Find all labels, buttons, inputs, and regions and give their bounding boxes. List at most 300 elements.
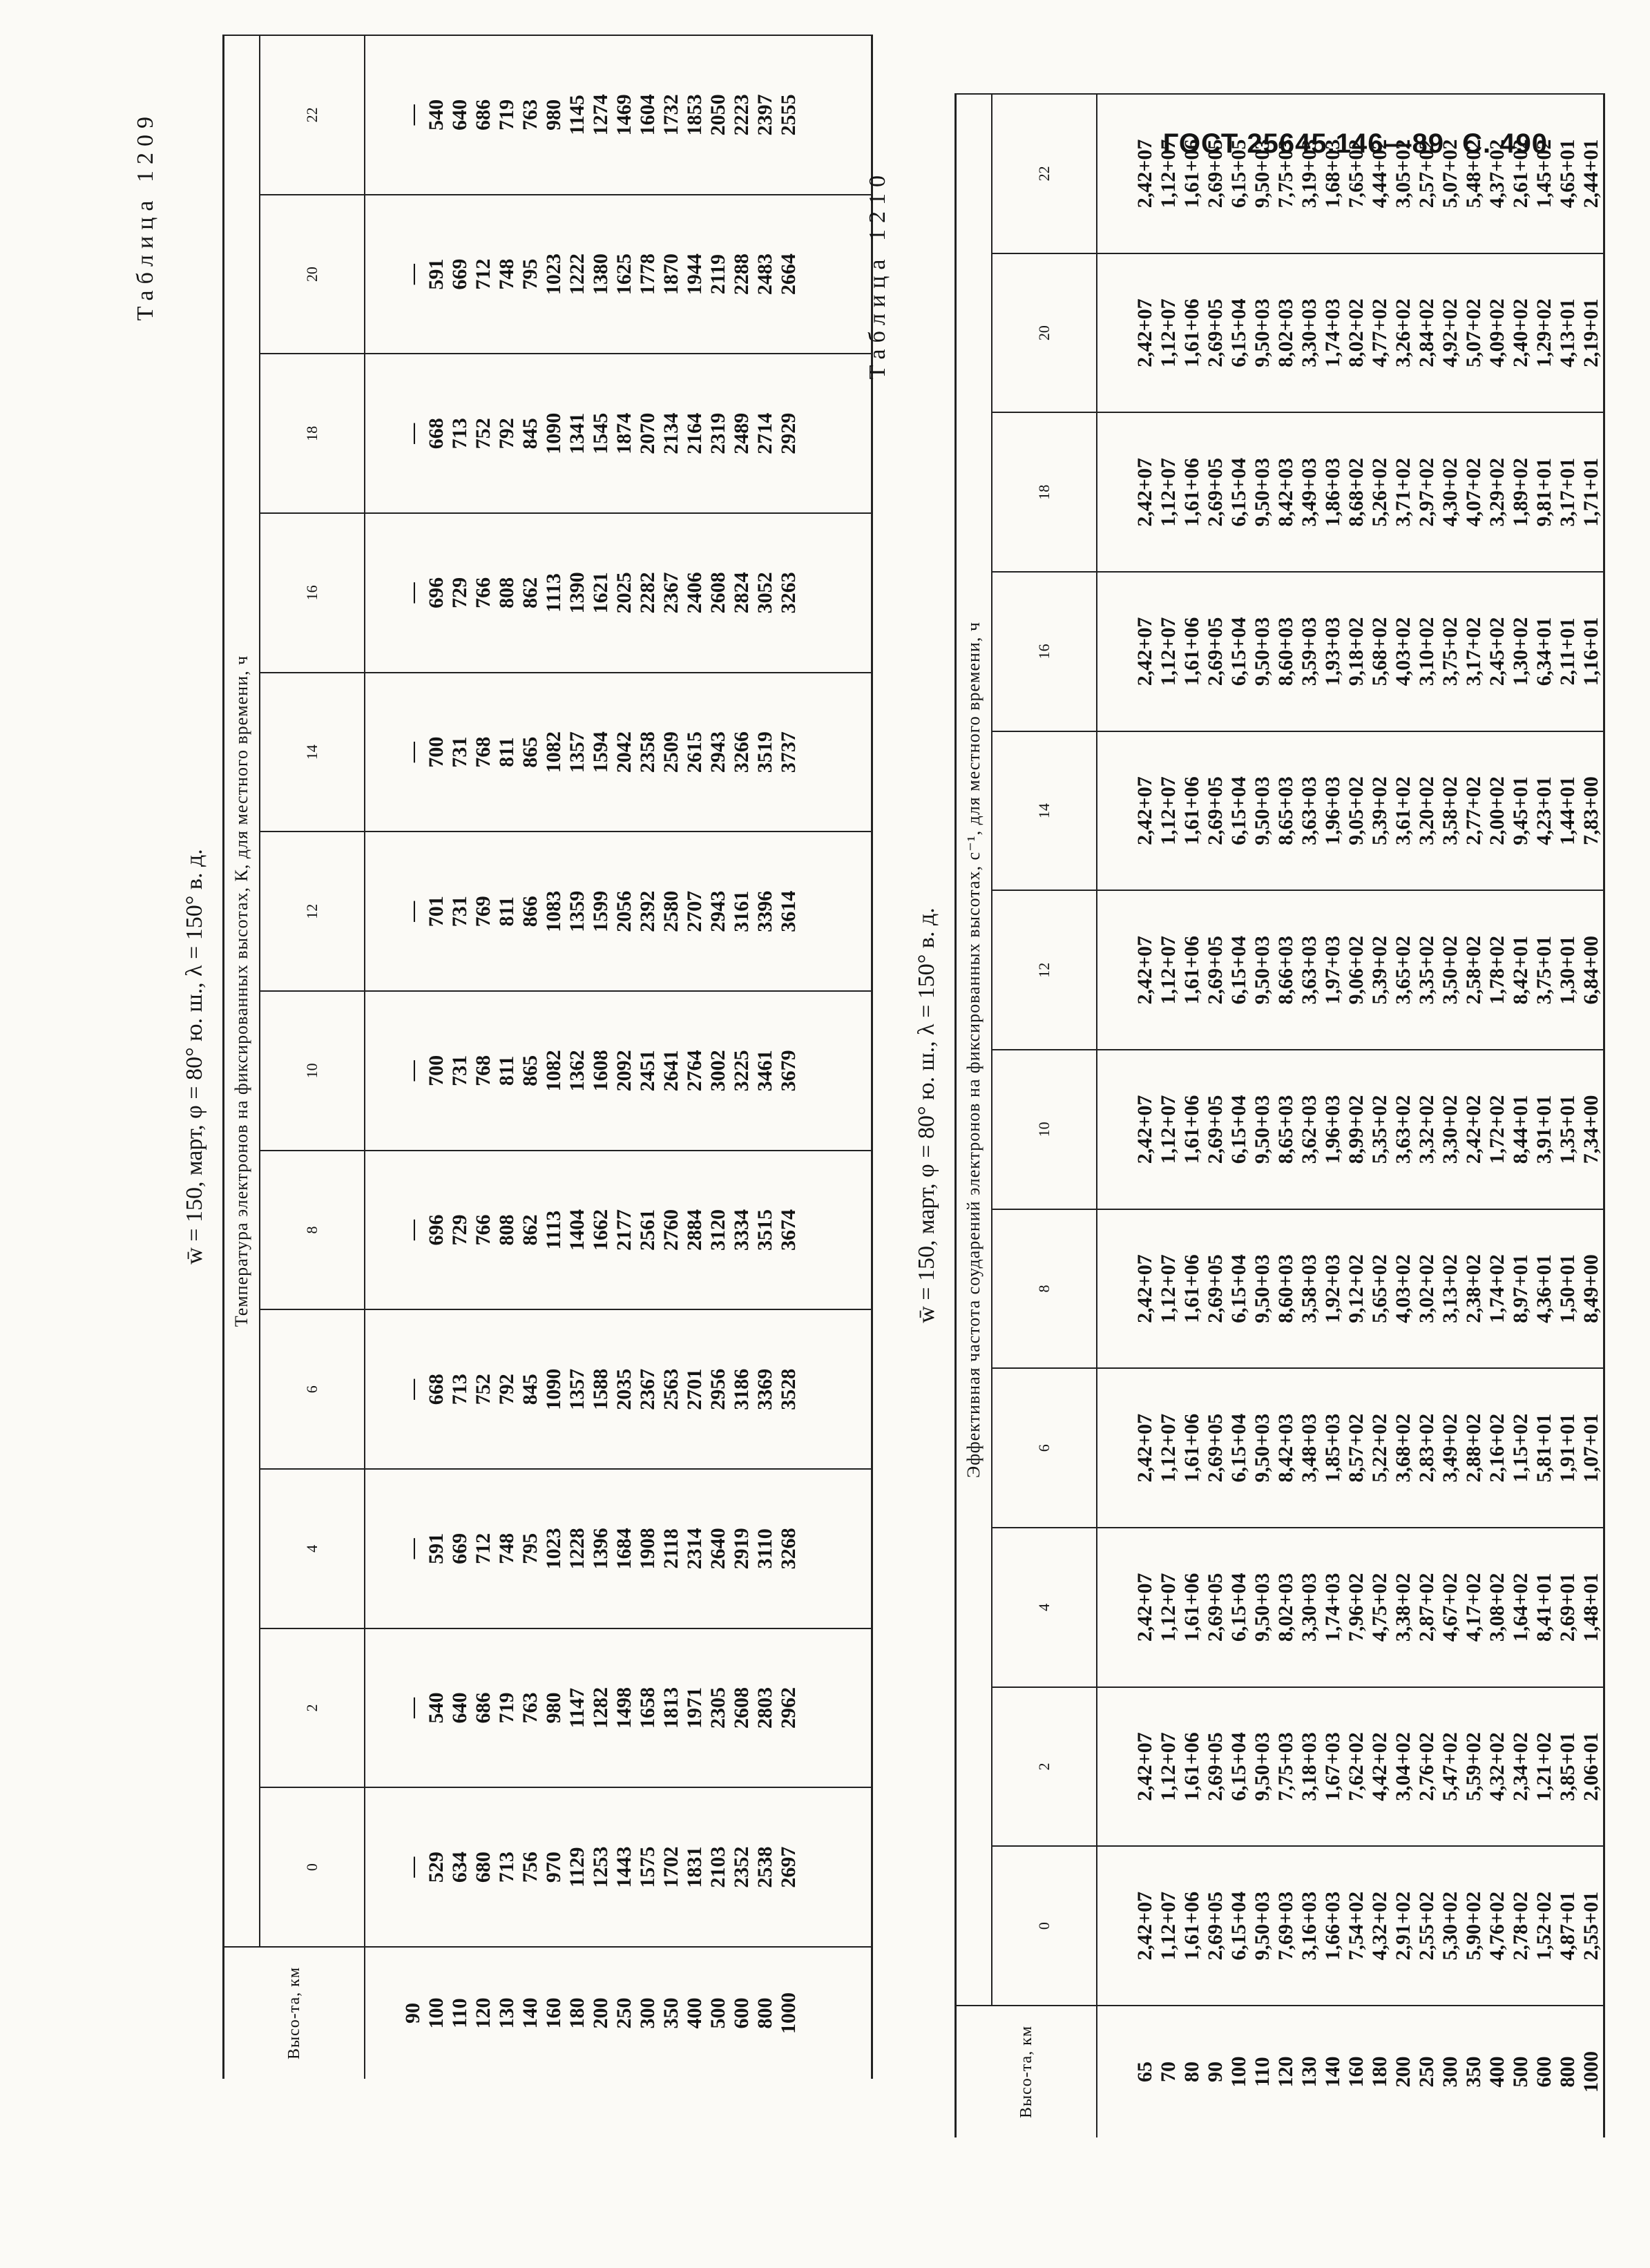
height-value: 130 (1298, 2056, 1321, 2088)
table-cell: 1,12+07 (1157, 1891, 1180, 1961)
table-cell: 1082 (542, 731, 565, 773)
table-cell: 2760 (660, 1209, 682, 1251)
table-cell: 3737 (777, 731, 800, 773)
table-cell: 729 (448, 1214, 471, 1246)
table-cell: 811 (495, 737, 518, 767)
table-cell: 1,12+07 (1157, 1573, 1180, 1642)
table-cell: 2,55+02 (1415, 1891, 1438, 1961)
table-cell: 2919 (730, 1528, 753, 1570)
hour-header: 10 (992, 1050, 1097, 1209)
height-value: 140 (519, 1997, 541, 2029)
table-cell: 3,48+03 (1298, 1413, 1321, 1483)
table-cell: 2803 (754, 1687, 776, 1729)
table-cell: 3120 (707, 1209, 729, 1251)
table-cell: 862 (519, 1214, 541, 1246)
table-cell: 5,30+02 (1439, 1891, 1461, 1961)
height-value: 300 (1439, 2056, 1461, 2088)
table-cell: 865 (519, 1055, 541, 1086)
table-cell: 2,76+02 (1415, 1732, 1438, 1801)
table-cell: 2943 (707, 890, 729, 932)
table-cell: 9,81+01 (1533, 457, 1555, 527)
table-cell: 4,13+01 (1556, 298, 1579, 367)
table-cell: 4,77+02 (1368, 298, 1391, 367)
table-cell: 4,76+02 (1486, 1891, 1508, 1961)
table-cell: 2,69+05 (1204, 1095, 1227, 1164)
table-cell: 2,69+05 (1204, 1254, 1227, 1323)
table-cell: 2884 (683, 1209, 706, 1251)
table-cell: 8,60+03 (1274, 617, 1297, 686)
table-cell: 7,69+03 (1274, 1891, 1297, 1961)
table-cell: 8,42+03 (1274, 1413, 1297, 1483)
hour-header: 0 (260, 1787, 365, 1947)
table-cell: 8,68+02 (1345, 457, 1368, 527)
table-cell: 2319 (707, 412, 729, 454)
table-cell: 719 (495, 1692, 518, 1724)
table-cell: 2489 (730, 412, 753, 454)
table-cell: 1082 (542, 1050, 565, 1092)
table-cell: 2,42+07 (1133, 1413, 1156, 1483)
table-cell: 8,65+03 (1274, 1095, 1297, 1164)
table-cell: 8,41+01 (1533, 1573, 1555, 1642)
table-cell: 1469 (613, 94, 635, 136)
table-cell: 686 (472, 1692, 495, 1724)
table-cell: 1,64+02 (1509, 1573, 1532, 1642)
table-cell: 2707 (683, 890, 706, 932)
table-cell: 1831 (683, 1846, 706, 1888)
table-cell: 591 (425, 258, 448, 290)
table-cell: 2,69+05 (1204, 139, 1227, 209)
table-cell: 3,91+01 (1533, 1095, 1555, 1164)
table-cell: 6,15+04 (1227, 1732, 1250, 1801)
table-cell: 9,50+03 (1251, 1095, 1274, 1164)
table-cell: 713 (448, 1374, 471, 1405)
table-cell: 1,61+06 (1180, 457, 1203, 527)
table-cell: 2164 (683, 412, 706, 454)
table-cell: 2615 (683, 731, 706, 773)
table-cell: 1404 (566, 1209, 588, 1251)
table-cell: 811 (495, 1055, 518, 1086)
table-cell: 8,02+03 (1274, 1573, 1297, 1642)
table-cell: 1,12+07 (1157, 1095, 1180, 1164)
table-cell: 2035 (613, 1368, 635, 1410)
height-value: 600 (730, 1997, 753, 2029)
hour-column (365, 354, 872, 513)
hour-header: 6 (992, 1368, 1097, 1528)
standard-number: ГОСТ 25645.146—89 (1162, 128, 1445, 159)
table-cell: 2,61+02 (1509, 139, 1532, 209)
hour-header: 12 (992, 890, 1097, 1050)
table-cell: 1357 (566, 731, 588, 773)
table-cell: 2,42+07 (1133, 457, 1156, 527)
table-cell: 9,18+02 (1345, 617, 1368, 686)
height-value: 65 (1133, 2062, 1156, 2082)
height-column-header: Высо-та, км (224, 1947, 365, 2079)
height-value: 200 (589, 1997, 612, 2029)
hour-column (1097, 94, 1604, 253)
table-cell: 768 (472, 1055, 495, 1086)
table-cell: 3,29+02 (1486, 457, 1508, 527)
hour-column (1097, 1846, 1604, 2006)
table-cell: 6,15+04 (1227, 457, 1250, 527)
table-cell: 700 (425, 1055, 448, 1086)
hour-column (365, 832, 872, 991)
hour-header: 16 (992, 572, 1097, 731)
table-cell: 1,71+01 (1580, 457, 1602, 527)
height-value: 1000 (777, 1992, 800, 2034)
table-cell: 2,97+02 (1415, 457, 1438, 527)
table-cell: 769 (472, 896, 495, 928)
table-cell: 3,19+03 (1298, 139, 1321, 209)
table-cell: — (401, 1538, 424, 1559)
table-cell: 1,61+06 (1180, 1413, 1203, 1483)
table-cell: 9,06+02 (1345, 935, 1368, 1005)
hour-column (1097, 572, 1604, 731)
table-cell: 3,65+02 (1392, 935, 1414, 1005)
table-cell: 3,32+02 (1415, 1095, 1438, 1164)
table-cell: 1,61+06 (1180, 935, 1203, 1005)
table-cell: 3,61+02 (1392, 776, 1414, 845)
table-cell: 1,97+03 (1321, 935, 1344, 1005)
table-cell: 3,63+03 (1298, 776, 1321, 845)
table-cell: 529 (425, 1852, 448, 1883)
table-cell: — (401, 1856, 424, 1878)
table-cell: 2,11+01 (1556, 617, 1579, 686)
height-value: 70 (1157, 2062, 1180, 2082)
table-cell: 2,88+02 (1462, 1413, 1485, 1483)
table-cell: 5,26+02 (1368, 457, 1391, 527)
height-value: 500 (707, 1997, 729, 2029)
table-cell: 1684 (613, 1528, 635, 1570)
table-cell: 713 (495, 1852, 518, 1883)
hour-column (1097, 731, 1604, 891)
table-cell: 1253 (589, 1846, 612, 1888)
table-cell: — (401, 264, 424, 285)
table-cell: 1023 (542, 1528, 565, 1570)
table-cell: 970 (542, 1852, 565, 1883)
table-cell: 1,35+01 (1556, 1095, 1579, 1164)
table-cell: 2,69+05 (1204, 1732, 1227, 1801)
table-cell: 9,50+03 (1251, 1732, 1274, 1801)
table-cell: 1778 (636, 253, 659, 296)
height-column (1097, 2006, 1604, 2137)
table-cell: — (401, 582, 424, 604)
table-cell: 3225 (730, 1050, 753, 1092)
hour-header: 18 (260, 354, 365, 513)
table-cell: 3,59+03 (1298, 617, 1321, 686)
table-cell: 634 (448, 1852, 471, 1883)
height-value: 140 (1321, 2056, 1344, 2088)
table-cell: 1,30+02 (1509, 617, 1532, 686)
table-cell: 1,61+06 (1180, 1095, 1203, 1164)
table-cell: 2367 (636, 1368, 659, 1410)
table-cell: 3674 (777, 1209, 800, 1251)
table-cell: 540 (425, 1692, 448, 1724)
table-cell: 2561 (636, 1209, 659, 1251)
height-value: 400 (1486, 2056, 1508, 2088)
table-cell: 6,15+04 (1227, 1573, 1250, 1642)
table-cell: 3002 (707, 1050, 729, 1092)
hours-row (260, 35, 365, 2079)
table-cell: 2042 (613, 731, 635, 773)
table-cell: 2451 (636, 1050, 659, 1092)
table-cell: 4,30+02 (1439, 457, 1461, 527)
table-cell: 3,62+03 (1298, 1095, 1321, 1164)
table-cell: 6,34+01 (1533, 617, 1555, 686)
table-cell: 1,12+07 (1157, 617, 1180, 686)
table-cell: — (401, 742, 424, 763)
table-cell: 811 (495, 896, 518, 927)
table-cell: 748 (495, 258, 518, 290)
table-cell: 8,99+02 (1345, 1095, 1368, 1164)
table-cell: 1113 (542, 1210, 565, 1250)
table-cell: 1625 (613, 253, 635, 296)
table-cell: 686 (472, 99, 495, 131)
table-cell: 713 (448, 418, 471, 450)
hour-header: 0 (992, 1846, 1097, 2006)
table-cell: 1944 (683, 253, 706, 296)
table-cell: 1147 (566, 1687, 588, 1729)
table-cell: 2,44+01 (1580, 139, 1602, 209)
table-cell: 5,48+02 (1462, 139, 1485, 209)
table-cell: 4,32+02 (1486, 1732, 1508, 1801)
table-cell: 2118 (660, 1528, 682, 1569)
height-value: 500 (1509, 2056, 1532, 2088)
height-value: 180 (566, 1997, 588, 2029)
table-cell: 669 (448, 258, 471, 290)
table-cell: 2392 (636, 890, 659, 932)
table-cell: 1575 (636, 1846, 659, 1888)
table-cell: 4,23+01 (1533, 776, 1555, 845)
table-cell: 2,69+05 (1204, 617, 1227, 686)
table-cell: 2056 (613, 890, 635, 932)
height-column (365, 1947, 872, 2079)
table-1209-panel (124, 35, 815, 2079)
table-cell: 8,42+03 (1274, 457, 1297, 527)
table-cell: 9,50+03 (1251, 298, 1274, 367)
table-cell: 2962 (777, 1687, 800, 1729)
table-cell: 7,75+03 (1274, 1732, 1297, 1801)
table-cell: 1,61+06 (1180, 776, 1203, 845)
table-cell: 8,97+01 (1509, 1254, 1532, 1323)
hour-column (1097, 1209, 1604, 1369)
table-cell: 4,03+02 (1392, 1254, 1414, 1323)
table-cell: 3,68+02 (1392, 1413, 1414, 1483)
table-cell: 2,83+02 (1415, 1413, 1438, 1483)
table-cell: 731 (448, 896, 471, 928)
table-cell: 1,12+07 (1157, 298, 1180, 367)
table-cell: 1545 (589, 412, 612, 454)
table-cell: 2,84+02 (1415, 298, 1438, 367)
table-cell: 3369 (754, 1368, 776, 1410)
table-cell: 2,42+07 (1133, 1254, 1156, 1323)
table-cell: 752 (472, 1374, 495, 1405)
table-cell: 3515 (754, 1209, 776, 1251)
table-cell: 1357 (566, 1368, 588, 1410)
table-cell: 640 (448, 99, 471, 131)
height-value: 250 (1415, 2056, 1438, 2088)
hour-column (365, 35, 872, 195)
table-cell: 8,02+02 (1345, 298, 1368, 367)
table-cell: 2538 (754, 1846, 776, 1888)
table-cell: 7,96+02 (1345, 1573, 1368, 1642)
hour-header: 4 (992, 1528, 1097, 1687)
table-cell: 7,54+02 (1345, 1891, 1368, 1961)
table-cell: 701 (425, 896, 448, 928)
table-cell: 3,05+02 (1392, 139, 1414, 209)
table-cell: 3,04+02 (1392, 1732, 1414, 1801)
table-cell: 640 (448, 1692, 471, 1724)
table-cell: 4,44+02 (1368, 139, 1391, 209)
table-cell: 2,58+02 (1462, 935, 1485, 1005)
table-cell: 5,59+02 (1462, 1732, 1485, 1801)
hour-column (365, 1787, 872, 1947)
height-value: 160 (1345, 2056, 1368, 2088)
hour-column (365, 991, 872, 1151)
hour-column (1097, 1050, 1604, 1209)
table-cell: — (401, 1378, 424, 1400)
table-cell: 3,85+01 (1556, 1732, 1579, 1801)
table-cell: 9,05+02 (1345, 776, 1368, 845)
table-cell: 3,02+02 (1415, 1254, 1438, 1323)
table-cell: — (401, 1060, 424, 1082)
table-cell: 2025 (613, 572, 635, 614)
table-cell: 2929 (777, 412, 800, 454)
table-cell: 3,17+01 (1556, 457, 1579, 527)
table-cell: 1,61+06 (1180, 1732, 1203, 1801)
table-cell: 5,81+01 (1533, 1413, 1555, 1483)
table-cell: 5,65+02 (1368, 1254, 1391, 1323)
table-cell: 1228 (566, 1528, 588, 1570)
table-cell: 1282 (589, 1687, 612, 1729)
table-cell: 763 (519, 1692, 541, 1724)
table-cell: 1599 (589, 890, 612, 932)
height-value: 80 (1180, 2062, 1203, 2082)
table-cell: 3052 (754, 572, 776, 614)
table-cell: 1,61+06 (1180, 139, 1203, 209)
table-cell: 1621 (589, 572, 612, 614)
table-cell: 1,30+01 (1556, 935, 1579, 1005)
table-cell: 2,77+02 (1462, 776, 1485, 845)
hour-header: 18 (992, 412, 1097, 572)
table-cell: — (401, 104, 424, 126)
table-cell: 2,69+05 (1204, 935, 1227, 1005)
table-cell: 2608 (707, 572, 729, 614)
table-cell: 1,91+01 (1556, 1413, 1579, 1483)
hour-header: 2 (992, 1687, 1097, 1847)
table-cell: 1,12+07 (1157, 776, 1180, 845)
table-cell: 792 (495, 1374, 518, 1405)
height-value: 100 (1227, 2056, 1250, 2088)
table-cell: 862 (519, 577, 541, 608)
table-cell: 3,50+02 (1439, 935, 1461, 1005)
table-cell: 8,49+00 (1580, 1254, 1602, 1323)
table-cell: 1498 (613, 1687, 635, 1729)
table-cell: 712 (472, 1532, 495, 1564)
table-cell: 731 (448, 1055, 471, 1086)
table-cell: 669 (448, 1532, 471, 1564)
table-cell: 3461 (754, 1050, 776, 1092)
table-cell: 2,42+07 (1133, 776, 1156, 845)
table-cell: 3,30+02 (1439, 1095, 1461, 1164)
table-cell: 1396 (589, 1528, 612, 1570)
table-cell: 3,75+02 (1439, 617, 1461, 686)
table-cell: 5,68+02 (1368, 617, 1391, 686)
table-cell: 3,49+03 (1298, 457, 1321, 527)
table-cell: 1853 (683, 94, 706, 136)
table-cell: 1,78+02 (1486, 935, 1508, 1005)
table-cell: 1090 (542, 412, 565, 454)
table-cell: 4,07+02 (1462, 457, 1485, 527)
table-cell: 680 (472, 1852, 495, 1883)
table-cell: 4,03+02 (1392, 617, 1414, 686)
table-cell: 1,48+01 (1580, 1573, 1602, 1642)
table-cell: 1,66+03 (1321, 1891, 1344, 1961)
table-cell: 1588 (589, 1368, 612, 1410)
table-cell: 3,71+02 (1392, 457, 1414, 527)
table-cell: 2,69+05 (1204, 457, 1227, 527)
table-cell: 980 (542, 1692, 565, 1724)
table-cell: — (401, 423, 424, 444)
table-cell: 3,63+03 (1298, 935, 1321, 1005)
table-cell: 3,49+02 (1439, 1413, 1461, 1483)
table-cell: 2,42+07 (1133, 935, 1156, 1005)
table-cell: 3519 (754, 731, 776, 773)
height-value: 800 (754, 1997, 776, 2029)
table-cell: 2697 (777, 1846, 800, 1888)
height-value: 350 (1462, 2056, 1485, 2088)
hour-header: 14 (260, 673, 365, 832)
hour-header: 14 (992, 731, 1097, 891)
table-cell: — (401, 1698, 424, 1719)
table-cell: 1,74+03 (1321, 1573, 1344, 1642)
table-cell: 795 (519, 258, 541, 290)
table-cell: 1023 (542, 253, 565, 296)
table-cell: 1,12+07 (1157, 139, 1180, 209)
table-cell: 2,34+02 (1509, 1732, 1532, 1801)
table-cell: 7,62+02 (1345, 1732, 1368, 1801)
table-cell: 865 (519, 736, 541, 768)
table-cell: 2406 (683, 572, 706, 614)
table-cell: 3,38+02 (1392, 1573, 1414, 1642)
height-column-header: Высо-та, км (956, 2006, 1097, 2137)
table-cell: 1443 (613, 1846, 635, 1888)
table-cell: 2956 (707, 1368, 729, 1410)
hour-header: 22 (260, 35, 365, 195)
table-cell: 2223 (730, 94, 753, 136)
table-cell: 1813 (660, 1687, 682, 1729)
height-value: 1000 (1580, 2051, 1602, 2093)
table-cell: 2314 (683, 1528, 706, 1570)
table-cell: 2,42+02 (1462, 1095, 1485, 1164)
table-cell: 696 (425, 1214, 448, 1246)
table-cell: 2,87+02 (1415, 1573, 1438, 1642)
table-cell: 3,10+02 (1415, 617, 1438, 686)
table-caption: w̄ = 150, март, φ = 80° ю. ш., λ = 150° в. д. (914, 907, 939, 1323)
table-cell: 1359 (566, 890, 588, 932)
height-value: 200 (1392, 2056, 1414, 2088)
table-cell: 6,84+00 (1580, 935, 1602, 1005)
table-cell: 1662 (589, 1209, 612, 1251)
data-row (1097, 94, 1604, 2137)
table-cell: 540 (425, 99, 448, 131)
table-cell: 3528 (777, 1368, 800, 1410)
table-cell: 845 (519, 418, 541, 450)
table-cell: 6,15+04 (1227, 1413, 1250, 1483)
table-cell: 1145 (566, 95, 588, 135)
table-cell: 1,96+03 (1321, 776, 1344, 845)
table-cell: 2305 (707, 1687, 729, 1729)
table-cell: 2580 (660, 890, 682, 932)
